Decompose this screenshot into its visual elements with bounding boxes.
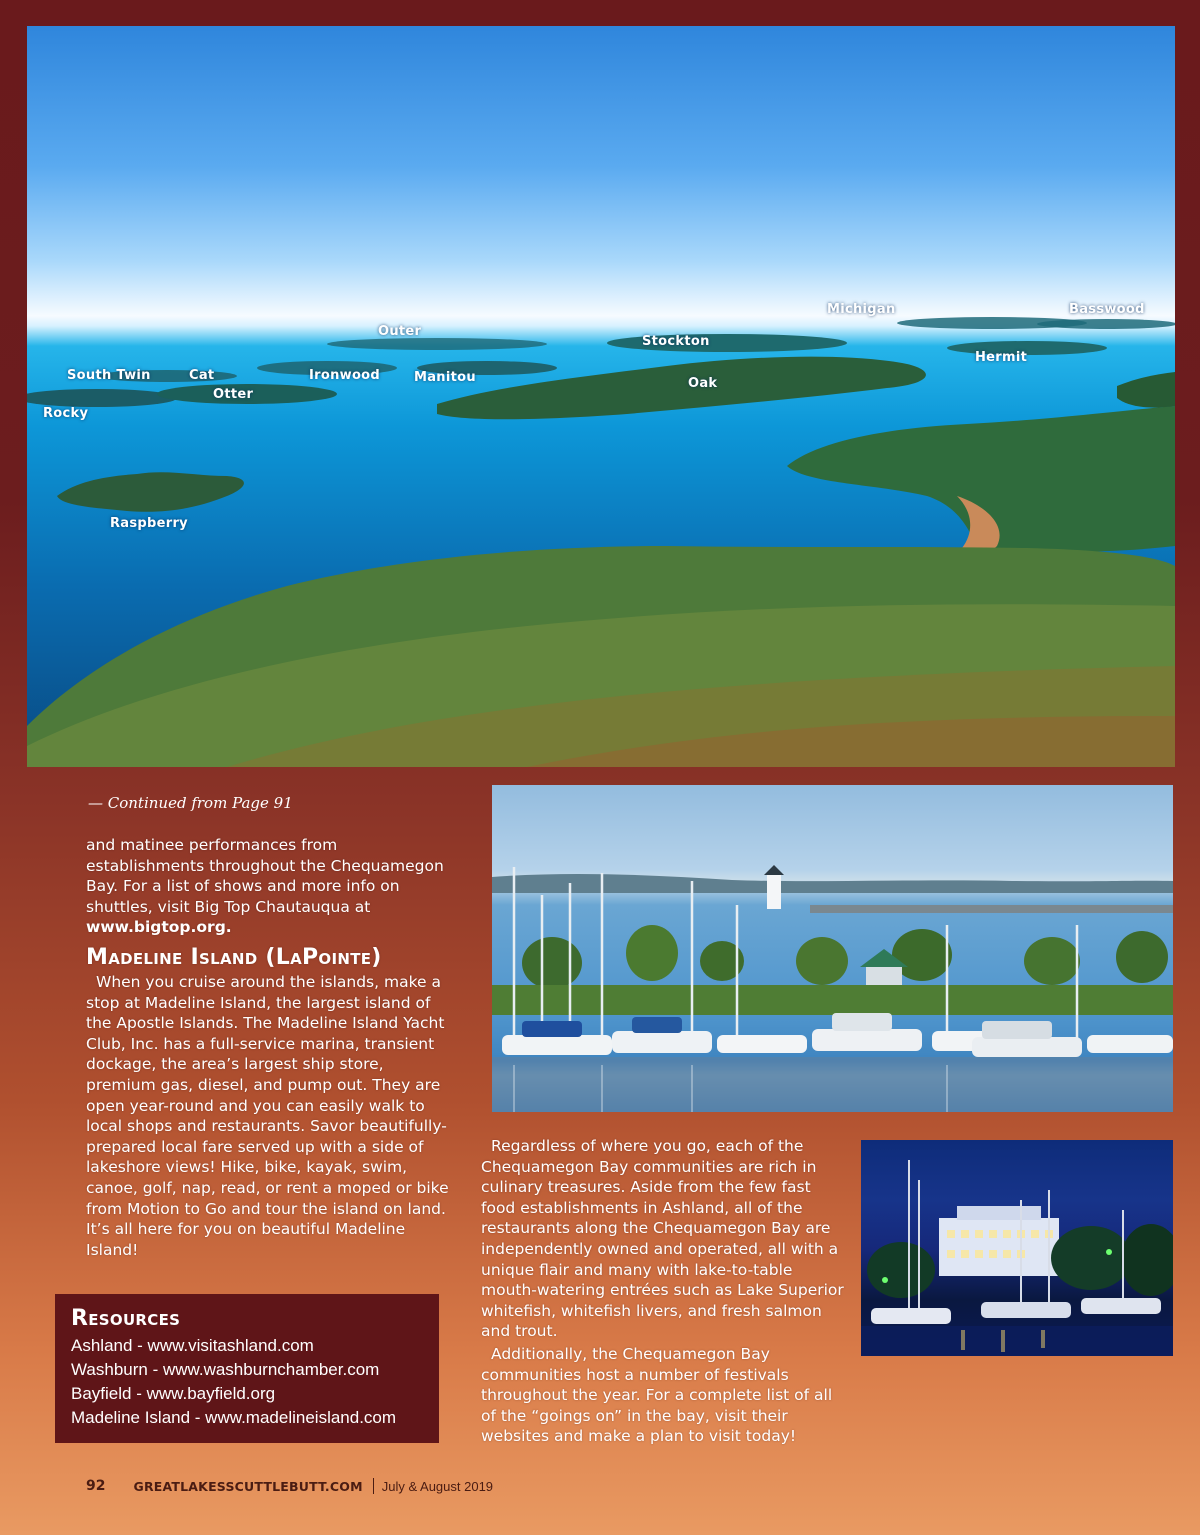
resources-box bbox=[55, 1294, 439, 1443]
aerial-islands-photo bbox=[27, 26, 1175, 767]
culinary-paragraph: Regardless of where you go, each of the Chequamegon Bay communities are rich in culinary treasures. Aside from the few fast food establishments in Ashland, all of the restaurants along the Chequamegon Bay are independently owned and operated, all with a unique flair and many with lake-to-table mouth-watering entrées such as Lake Superior whitefish, whitefish livers, and fresh salmon and trout. bbox=[481, 1137, 844, 1341]
aerial-photo-illustration bbox=[27, 26, 1175, 767]
island-label-hermit: Hermit bbox=[975, 350, 1028, 365]
intro-paragraph bbox=[86, 835, 454, 938]
intro-text: and matinee performances from establishments throughout the Chequamegon Bay. For a list of shows and more info on shuttles, visit Big Top Chautauqua at bbox=[86, 836, 444, 916]
island-label-cat: Cat bbox=[189, 368, 215, 383]
island-label-rocky: Rocky bbox=[43, 406, 89, 421]
article-left-column bbox=[86, 835, 454, 1260]
footer-issue-date: July & August 2019 bbox=[381, 1478, 494, 1494]
resource-madeline-island[interactable]: Madeline Island - www.madelineisland.com bbox=[71, 1408, 397, 1427]
bigtop-link[interactable]: www.bigtop.org. bbox=[86, 918, 232, 937]
footer-divider bbox=[373, 1478, 374, 1494]
island-label-michigan: Michigan bbox=[827, 302, 896, 317]
resource-bayfield[interactable]: Bayfield - www.bayfield.org bbox=[71, 1384, 276, 1403]
marina-photo-illustration bbox=[492, 785, 1173, 1112]
continued-note: — Continued from Page 91 bbox=[88, 794, 293, 812]
madeline-paragraph: When you cruise around the islands, make a stop at Madeline Island, the largest island of the Apostle Islands. The Madeline Island Yacht Club, Inc. has a full-service marina, transient dockage, the area’s largest ship store, premium gas, diesel, and pump out. They are open year-round and you can easily walk to local shops and restaurants. Savor beautifully-prepared local fare served up with a side of lakeshore views! Hike, bike, kayak, swim, canoe, golf, nap, read, or rent a moped or bike from Motion to Go and tour the island on land. It’s all here for you on beautiful Madeline Island! bbox=[86, 972, 449, 1259]
island-label-otter: Otter bbox=[213, 387, 254, 402]
resource-ashland[interactable]: Ashland - www.visitashland.com bbox=[71, 1336, 314, 1355]
marina-photo bbox=[492, 785, 1173, 1112]
island-label-outer: Outer bbox=[378, 324, 422, 339]
island-label-stockton: Stockton bbox=[642, 334, 710, 349]
island-label-manitou: Manitou bbox=[414, 370, 476, 385]
madeline-island-heading: Madeline Island (LaPointe) bbox=[86, 944, 382, 970]
article-middle-column bbox=[481, 1136, 849, 1447]
night-photo-illustration bbox=[861, 1140, 1173, 1356]
island-label-raspberry: Raspberry bbox=[110, 516, 188, 531]
footer-site-name[interactable]: GREATLAKESSCUTTLEBUTT.COM bbox=[133, 1478, 363, 1494]
resources-title: Resources bbox=[71, 1306, 181, 1331]
island-label-basswood: Basswood bbox=[1069, 302, 1145, 317]
festivals-paragraph: Additionally, the Chequamegon Bay communities host a number of festivals throughout the year. For a complete list of all of the “goings on” in the bay, visit their websites and make a plan to visit today! bbox=[481, 1344, 833, 1446]
page-footer bbox=[86, 1476, 493, 1496]
resource-washburn[interactable]: Washburn - www.washburnchamber.com bbox=[71, 1360, 380, 1379]
island-label-oak: Oak bbox=[688, 376, 718, 391]
resources-list bbox=[71, 1334, 439, 1430]
island-label-ironwood: Ironwood bbox=[309, 368, 381, 383]
night-harbor-photo bbox=[861, 1140, 1173, 1356]
island-label-south-twin: South Twin bbox=[67, 368, 151, 383]
page-number: 92 bbox=[86, 1478, 106, 1494]
